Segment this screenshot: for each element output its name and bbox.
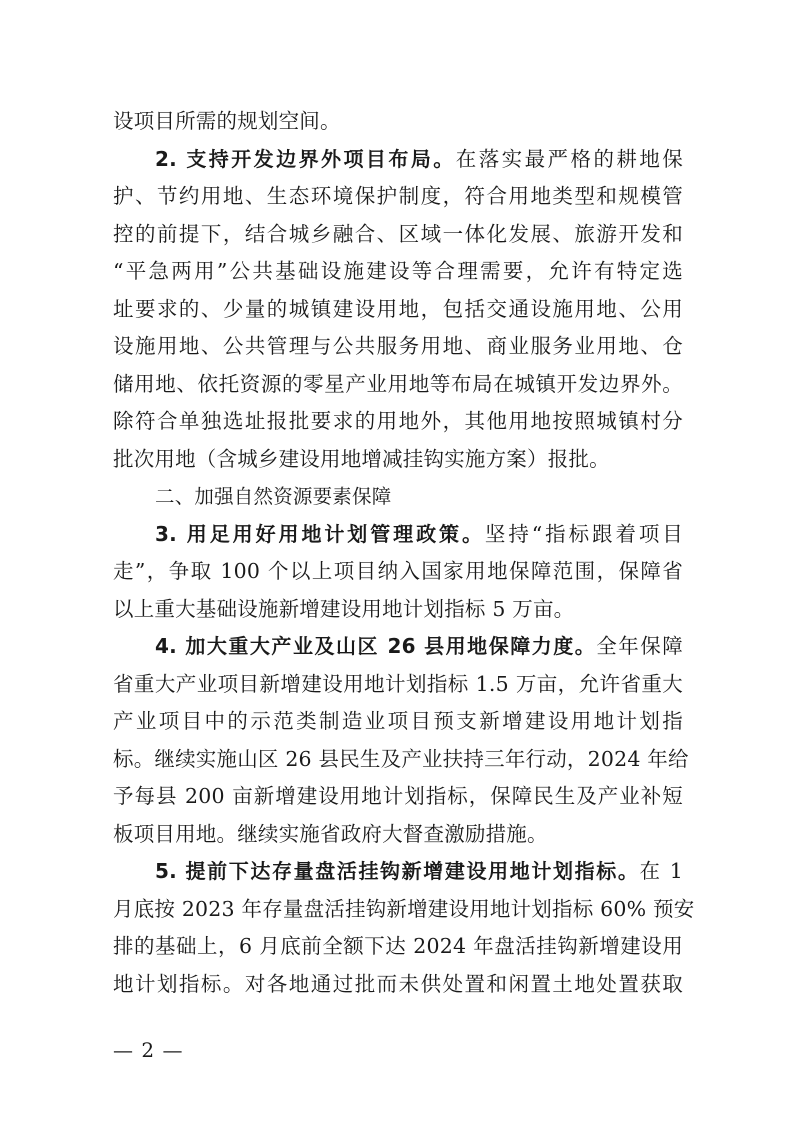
paragraph-first-line — [113, 516, 683, 554]
item-4-text: 全年保障 — [596, 634, 683, 658]
item-3-text: 坚持“指标跟着项目 — [484, 521, 684, 546]
paragraph-line: 设施用地、公共管理与公共服务用地、商业服务业用地、仓 — [113, 334, 683, 358]
paragraph-first-line — [113, 853, 683, 891]
paragraph-line: 储用地、依托资源的零星产业用地等布局在城镇开发边界外。 — [113, 371, 683, 396]
paragraph-line: 标。继续实施山区 26 县民生及产业扶持三年行动，2024 年给 — [113, 746, 689, 771]
paragraph-line: 产业项目中的示范类制造业项目预支新增建设用地计划指 — [113, 709, 683, 733]
paragraph-line: 月底按 2023 年存量盘活挂钩新增建设用地计划指标 60% 预安 — [113, 896, 695, 921]
paragraph-line: 予每县 200 亩新增建设用地计划指标，保障民生及产业补短 — [113, 784, 683, 808]
section-heading: 二、加强自然资源要素保障 — [155, 485, 392, 508]
item-5-text: 在 1 — [639, 859, 683, 883]
item-3-title: 3. 用足用好用地计划管理政策。 — [155, 521, 485, 546]
paragraph-first-line — [113, 628, 683, 666]
paragraph-line: 走”，争取 100 个以上项目纳入国家用地保障范围，保障省 — [113, 559, 683, 583]
paragraph-line: 护、节约用地、生态环境保护制度，符合用地类型和规模管 — [113, 184, 683, 208]
paragraph-line: “平急两用”公共基础设施建设等合理需要，允许有特定选 — [113, 259, 683, 283]
item-2-title: 2. 支持开发边界外项目布局。 — [155, 146, 456, 171]
paragraph-line: 设项目所需的规划空间。 — [113, 109, 341, 133]
paragraph-line: 批次用地（含城乡建设用地增减挂钩实施方案）报批。 — [113, 446, 610, 471]
paragraph-line: 板项目用地。继续实施省政府大督查激励措施。 — [113, 821, 548, 846]
paragraph-line: 控的前提下，结合城乡融合、区域一体化发展、旅游开发和 — [113, 221, 683, 246]
item-4-title: 4. 加大重大产业及山区 26 县用地保障力度。 — [155, 634, 597, 658]
item-2-text: 在落实最严格的耕地保 — [455, 146, 684, 171]
paragraph-line: 以上重大基础设施新增建设用地计划指标 5 万亩。 — [113, 596, 575, 621]
paragraph-line: 地计划指标。对各地通过批而未供处置和闲置土地处置获取 — [113, 971, 683, 996]
page-number: — 2 — — [113, 1038, 184, 1062]
paragraph-line: 排的基础上，6 月底前全额下达 2024 年盘活挂钩新增建设用 — [113, 934, 683, 958]
paragraph-line: 除符合单独选址报批要求的用地外，其他用地按照城镇村分 — [113, 409, 683, 433]
paragraph-first-line — [113, 141, 683, 179]
paragraph-line: 址要求的、少量的城镇建设用地，包括交通设施用地、公用 — [113, 296, 683, 321]
document-body — [113, 103, 695, 1003]
item-5-title: 5. 提前下达存量盘活挂钩新增建设用地计划指标。 — [155, 859, 640, 883]
paragraph-line: 省重大产业项目新增建设用地计划指标 1.5 万亩，允许省重大 — [113, 671, 683, 696]
